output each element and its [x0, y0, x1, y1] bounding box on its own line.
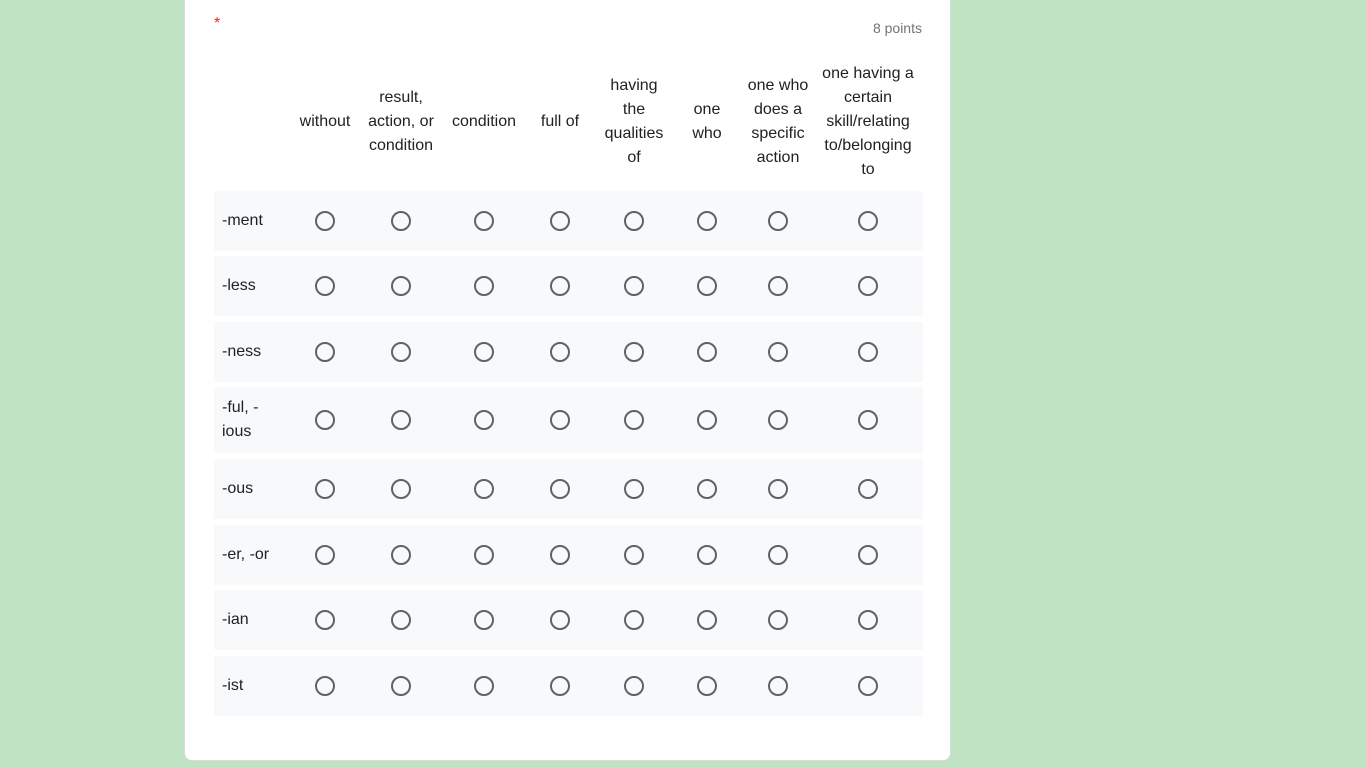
column-header: having the qualities of — [604, 77, 664, 166]
radio-button[interactable] — [391, 410, 411, 430]
column-header: one who — [692, 101, 722, 142]
radio-button[interactable] — [624, 276, 644, 296]
radio-button[interactable] — [474, 545, 494, 565]
radio-button[interactable] — [391, 211, 411, 231]
row-label: -ful, -ious — [222, 399, 259, 440]
radio-button[interactable] — [550, 610, 570, 630]
row-label: -ness — [222, 343, 262, 360]
radio-button[interactable] — [697, 545, 717, 565]
grid-row — [214, 525, 923, 585]
required-marker: * — [214, 15, 221, 32]
radio-button[interactable] — [474, 676, 494, 696]
grid-row — [214, 656, 923, 716]
radio-button[interactable] — [858, 342, 878, 362]
column-header: result, action, or condition — [368, 89, 434, 154]
radio-button[interactable] — [315, 545, 335, 565]
radio-button[interactable] — [697, 676, 717, 696]
radio-button[interactable] — [315, 276, 335, 296]
radio-button[interactable] — [315, 610, 335, 630]
radio-button[interactable] — [550, 342, 570, 362]
radio-button[interactable] — [474, 211, 494, 231]
radio-button[interactable] — [697, 410, 717, 430]
radio-button[interactable] — [550, 479, 570, 499]
row-label: -ment — [222, 212, 263, 229]
grid-row — [214, 191, 923, 251]
points-label: 8 points — [872, 20, 922, 36]
radio-button[interactable] — [624, 342, 644, 362]
column-header: condition — [451, 113, 517, 130]
column-header: without — [299, 113, 351, 130]
row-label: -less — [222, 277, 256, 294]
radio-button[interactable] — [550, 545, 570, 565]
radio-button[interactable] — [697, 342, 717, 362]
radio-button[interactable] — [768, 676, 788, 696]
radio-button[interactable] — [550, 410, 570, 430]
radio-button[interactable] — [768, 276, 788, 296]
grid-row — [214, 459, 923, 519]
radio-button[interactable] — [624, 610, 644, 630]
radio-button[interactable] — [697, 610, 717, 630]
radio-button[interactable] — [697, 211, 717, 231]
radio-button[interactable] — [391, 545, 411, 565]
grid-row — [214, 387, 923, 453]
grid-row — [214, 590, 923, 650]
radio-button[interactable] — [858, 211, 878, 231]
radio-button[interactable] — [391, 610, 411, 630]
radio-button[interactable] — [858, 479, 878, 499]
radio-button[interactable] — [624, 479, 644, 499]
question-card — [184, 0, 951, 761]
radio-button[interactable] — [315, 342, 335, 362]
radio-button[interactable] — [474, 410, 494, 430]
radio-button[interactable] — [315, 410, 335, 430]
radio-button[interactable] — [391, 676, 411, 696]
radio-button[interactable] — [858, 610, 878, 630]
radio-button[interactable] — [768, 479, 788, 499]
radio-button[interactable] — [624, 676, 644, 696]
radio-button[interactable] — [391, 342, 411, 362]
radio-button[interactable] — [768, 410, 788, 430]
radio-button[interactable] — [768, 610, 788, 630]
radio-button[interactable] — [315, 211, 335, 231]
row-label: -ian — [222, 611, 249, 628]
column-header: one who does a specific action — [747, 77, 809, 166]
radio-button[interactable] — [858, 676, 878, 696]
grid-header — [214, 66, 923, 178]
radio-button[interactable] — [624, 410, 644, 430]
radio-button[interactable] — [550, 211, 570, 231]
radio-button[interactable] — [391, 479, 411, 499]
row-label: -er, -or — [222, 546, 270, 563]
radio-button[interactable] — [474, 276, 494, 296]
radio-button[interactable] — [315, 676, 335, 696]
radio-button[interactable] — [697, 276, 717, 296]
radio-button[interactable] — [858, 410, 878, 430]
grid-row — [214, 322, 923, 382]
radio-button[interactable] — [768, 545, 788, 565]
radio-button[interactable] — [858, 545, 878, 565]
radio-button[interactable] — [474, 342, 494, 362]
radio-button[interactable] — [474, 479, 494, 499]
radio-button[interactable] — [858, 276, 878, 296]
column-header: one having a certain skill/relating to/belonging to — [822, 65, 914, 178]
radio-button[interactable] — [550, 676, 570, 696]
radio-button[interactable] — [474, 610, 494, 630]
radio-button[interactable] — [768, 211, 788, 231]
grid-row — [214, 256, 923, 316]
radio-button[interactable] — [624, 545, 644, 565]
radio-button[interactable] — [315, 479, 335, 499]
radio-button[interactable] — [550, 276, 570, 296]
radio-button[interactable] — [391, 276, 411, 296]
radio-button[interactable] — [768, 342, 788, 362]
row-label: -ist — [222, 677, 244, 694]
radio-button[interactable] — [624, 211, 644, 231]
row-label: -ous — [222, 480, 254, 497]
radio-button[interactable] — [697, 479, 717, 499]
column-header: full of — [540, 113, 580, 130]
